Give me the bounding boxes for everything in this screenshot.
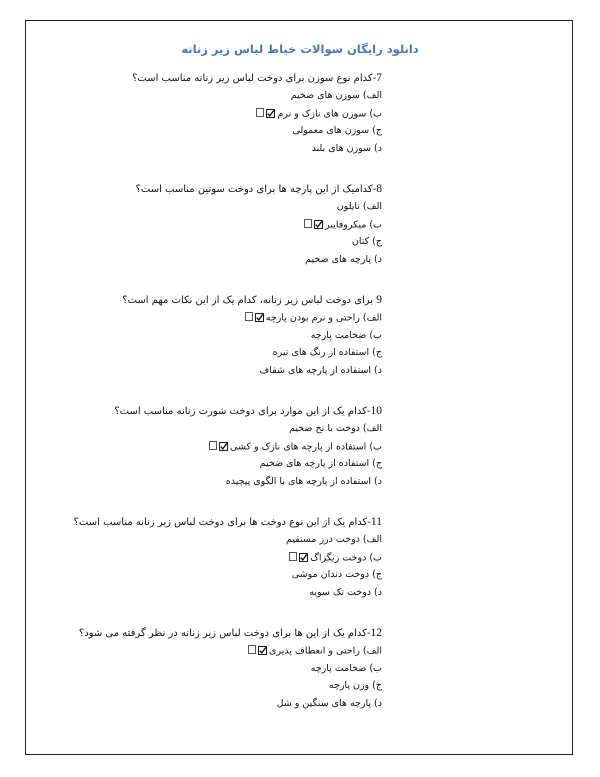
question-text	[52, 181, 382, 198]
question-prompt: -کدام نوع سوزن برای دوخت لباس زیر زنانه مناسب است؟	[132, 73, 377, 84]
answer-option	[52, 642, 382, 660]
answer-option	[52, 473, 382, 491]
correct-answer-marker	[248, 642, 267, 660]
checked-box-icon	[258, 646, 267, 655]
question-number: 9	[376, 294, 382, 306]
answer-option-label: د) استفاده از پارچه های شفاف	[259, 364, 382, 376]
question-number: 12	[370, 627, 382, 639]
question-text	[52, 514, 382, 531]
answer-option-label: ج) دوخت دندان موشی	[291, 569, 382, 580]
answer-option	[52, 216, 382, 234]
question-prompt: برای دوخت لباس زیر زنانه، کدام یک از این نکات مهم است؟	[122, 295, 377, 306]
answer-option	[52, 695, 382, 713]
answer-option-label: ب) سوزن های نازک و نرم	[277, 107, 382, 119]
answer-option-label: الف) راحتی و انعطاف پذیری	[269, 645, 382, 657]
answer-option	[52, 531, 382, 549]
answer-option	[52, 327, 382, 345]
correct-answer-marker	[245, 309, 264, 327]
empty-box-icon	[245, 312, 253, 321]
question-text	[52, 70, 382, 87]
answer-option-label: ب) استفاده از پارچه های نازک و کشی	[230, 440, 382, 452]
answer-option-label: ب) میکروفایبر	[325, 218, 382, 230]
document-title: دانلود رایگان سوالات خیاط لباس زیر زنانه	[181, 42, 419, 56]
answer-option	[52, 105, 382, 123]
answer-option	[52, 660, 382, 678]
answer-option-label: د) پارچه های ضخیم	[305, 253, 382, 265]
question-block	[52, 403, 382, 490]
answer-option-label: الف) دوخت درز مستقیم	[286, 534, 382, 545]
answer-option-label: د) سوزن های بلند	[311, 142, 382, 154]
answer-option-label: الف) راحتی و نرم بودن پارچه	[265, 312, 382, 324]
correct-answer-marker	[289, 549, 308, 567]
answer-option	[52, 455, 382, 473]
empty-box-icon	[304, 219, 312, 228]
answer-option-label: ج) استفاده از رنگ های تیره	[272, 347, 382, 358]
checked-box-icon	[219, 442, 228, 451]
correct-answer-marker	[256, 105, 275, 123]
empty-box-icon	[248, 645, 256, 654]
empty-box-icon	[209, 441, 217, 450]
question-text	[52, 403, 382, 420]
question-block	[52, 292, 382, 379]
question-prompt: -کدام یک از این ها برای دوخت لباس زیر زنانه در نظر گرفته می شود؟	[78, 628, 371, 639]
answer-option	[52, 140, 382, 158]
answer-option	[52, 233, 382, 251]
question-number: 11	[370, 516, 382, 528]
answer-option	[52, 584, 382, 602]
question-block	[52, 514, 382, 601]
empty-box-icon	[289, 552, 297, 561]
answer-option-label: د) دوخت تک سویه	[309, 586, 382, 598]
answer-option	[52, 549, 382, 567]
answer-option	[52, 122, 382, 140]
answer-option-label: ج) وزن پارچه	[328, 680, 382, 691]
answer-option-label: ج) سوزن های معمولی	[292, 125, 382, 136]
question-number: 7	[376, 72, 382, 84]
checked-box-icon	[255, 313, 264, 322]
answer-option-label: الف) دوخت با نخ ضخیم	[289, 423, 382, 434]
answer-option-label: د) پارچه های سنگین و شل	[276, 697, 382, 709]
answer-option-label: ج) استفاده از پارچه های ضخیم	[259, 458, 382, 469]
answer-option	[52, 251, 382, 269]
answer-option	[52, 344, 382, 362]
answer-option	[52, 677, 382, 695]
question-list	[52, 70, 382, 712]
correct-answer-marker	[209, 438, 228, 456]
answer-option-label: ب) ضخامت پارچه	[310, 662, 382, 674]
answer-option	[52, 309, 382, 327]
checked-box-icon	[266, 109, 275, 118]
question-text	[52, 292, 382, 309]
question-prompt: -کدامیک از این پارچه ها برای دوخت سوتین مناسب است؟	[135, 184, 377, 195]
question-text	[52, 625, 382, 642]
checked-box-icon	[299, 553, 308, 562]
answer-option-label: الف) سوزن های ضخیم	[290, 90, 382, 101]
question-block	[52, 625, 382, 712]
question-prompt: -کدام یک از این نوع دوخت ها برای دوخت لباس زیر زنانه مناسب است؟	[73, 517, 371, 528]
question-block	[52, 70, 382, 157]
answer-option	[52, 362, 382, 380]
answer-option-label: د) استفاده از پارچه های با الگوی پیچیده	[225, 475, 382, 487]
answer-option	[52, 420, 382, 438]
answer-option	[52, 566, 382, 584]
empty-box-icon	[256, 108, 264, 117]
answer-option	[52, 198, 382, 216]
correct-answer-marker	[304, 216, 323, 234]
answer-option-label: ب) ضخامت پارچه	[310, 329, 382, 341]
checked-box-icon	[314, 220, 323, 229]
question-prompt: -کدام یک از این موارد برای دوخت شورت زنانه مناسب است؟	[114, 406, 371, 417]
answer-option-label: ج) کتان	[351, 236, 382, 247]
question-block	[52, 181, 382, 268]
question-number: 10	[370, 405, 382, 417]
answer-option-label: الف) نایلون	[336, 201, 382, 212]
answer-option-label: ب) دوخت زیگزاگ	[310, 551, 382, 563]
question-number: 8	[376, 183, 382, 195]
answer-option	[52, 438, 382, 456]
answer-option	[52, 87, 382, 105]
